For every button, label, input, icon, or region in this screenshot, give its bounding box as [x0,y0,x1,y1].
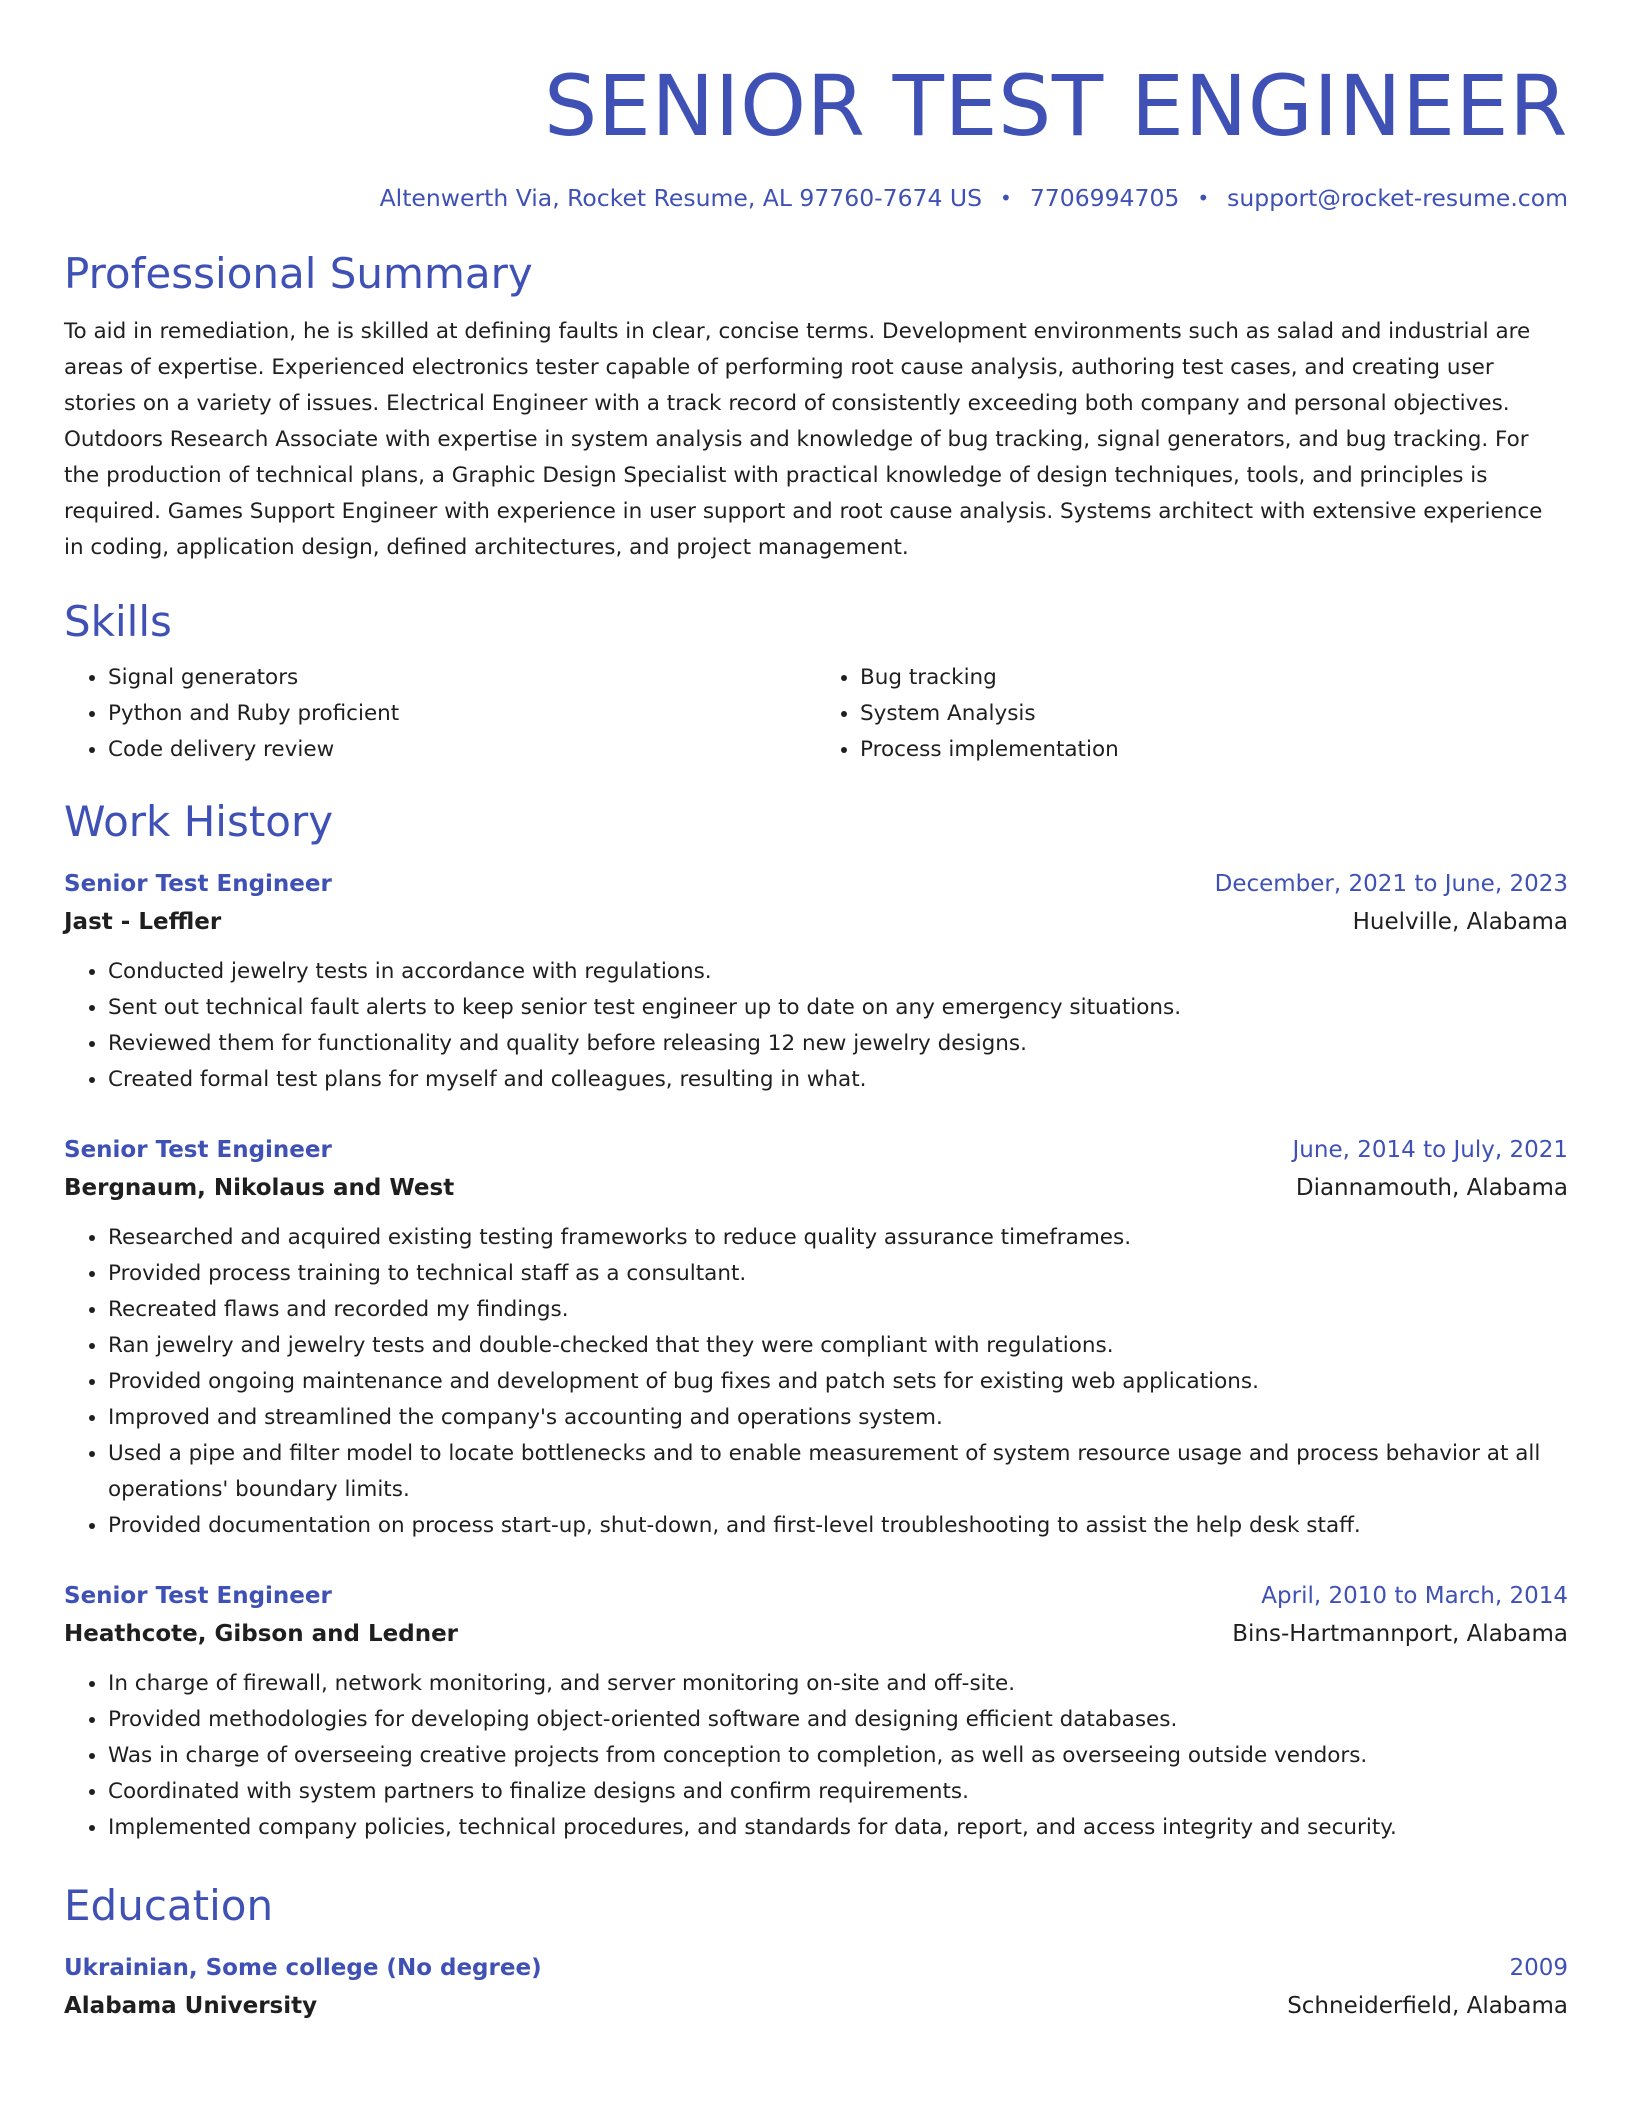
skills-heading: Skills [64,597,172,646]
job-bullet: • Used a pipe and filter model to locate bottlenecks and to enable measurement of system resource usage and process behavior at all operations' boundary limits. [108,1436,1568,1508]
job-bullet: • Implemented company policies, technical procedures, and standards for data, report, and access integrity and security. [108,1810,1568,1846]
contact-separator: • [1000,186,1012,210]
job-title: Senior Test Engineer [64,871,332,897]
work-history-heading: Work History [64,797,334,846]
job-bullet: • Coordinated with system partners to finalize designs and confirm requirements. [108,1774,1568,1810]
job-bullets [64,1666,1568,1846]
skills-list [64,660,1568,768]
skills-column-left [64,660,816,768]
job-bullet: • Ran jewelry and jewelry tests and double-checked that they were compliant with regulations. [108,1328,1568,1364]
education-school: Alabama University [64,1993,318,2019]
job-bullet: • In charge of firewall, network monitoring, and server monitoring on-site and off-site. [108,1666,1568,1702]
skill-item: • System Analysis [860,696,1568,732]
job-bullet: • Recreated flaws and recorded my findings. [108,1292,1568,1328]
job-entry [64,1132,1568,1544]
job-bullets [64,954,1568,1098]
skill-item: • Process implementation [860,732,1568,768]
job-dates: June, 2014 to July, 2021 [1292,1137,1568,1163]
job-bullet: • Provided documentation on process start-up, shut-down, and first-level troubleshooting to assist the help desk staff. [108,1508,1568,1544]
job-company: Heathcote, Gibson and Ledner [64,1621,459,1647]
contact-separator: • [1197,186,1210,210]
job-dates: December, 2021 to June, 2023 [1214,871,1568,897]
job-bullet: • Sent out technical fault alerts to keep senior test engineer up to date on any emergency situations. [108,990,1568,1026]
job-entry [64,866,1568,1098]
job-company: Jast - Leffler [64,909,222,935]
job-location: Huelville, Alabama [1352,909,1568,935]
job-location: Diannamouth, Alabama [1295,1175,1568,1201]
job-company: Bergnaum, Nikolaus and West [64,1175,455,1201]
job-dates: April, 2010 to March, 2014 [1261,1583,1568,1609]
skill-item: • Bug tracking [860,660,1568,696]
job-entry [64,1578,1568,1846]
education-location: Schneiderfield, Alabama [1287,1993,1568,2019]
job-bullet: • Provided process training to technical staff as a consultant. [108,1256,1568,1292]
job-bullet: • Researched and acquired existing testing frameworks to reduce quality assurance timeframes. [108,1220,1568,1256]
contact-address: Altenwerth Via, Rocket Resume, AL 97760-7674 US [379,184,983,212]
summary-text: To aid in remediation, he is skilled at defining faults in clear, concise terms. Development environments such as salad and industrial are areas of expertise. Experienced electronics tester capable of performing root cause analysis, authoring test cases, and creating user stories on a variety of issues. Electrical Engineer with a track record of consistently exceeding both company and personal objectives. Outdoors Research Associate with expertise in system analysis and knowledge of bug tracking, signal generators, and bug tracking. For the production of technical plans, a Graphic Design Specialist with practical knowledge of design techniques, tools, and principles is required. Games Support Engineer with experience in user support and root cause analysis. Systems architect with extensive experience in coding, application design, defined architectures, and project management. [64,319,1543,560]
education-entry [64,1950,1568,2026]
job-bullet: • Improved and streamlined the company's accounting and operations system. [108,1400,1568,1436]
job-bullet: • Provided ongoing maintenance and development of bug fixes and patch sets for existing web applications. [108,1364,1568,1400]
job-location: Bins-Hartmannport, Alabama [1232,1621,1568,1647]
resume-header [64,54,1568,212]
education-heading: Education [64,1881,274,1930]
contact-email[interactable]: support@rocket-resume.com [1227,184,1568,212]
skill-item: • Signal generators [108,660,816,696]
job-bullet: • Created formal test plans for myself and colleagues, resulting in what. [108,1062,1568,1098]
contact-phone: 7706994705 [1029,184,1180,212]
contact-line [64,184,1568,212]
job-bullet: • Conducted jewelry tests in accordance with regulations. [108,954,1568,990]
job-bullets [64,1220,1568,1544]
resume-name: SENIOR TEST ENGINEER [543,57,1568,155]
job-title: Senior Test Engineer [64,1137,332,1163]
job-bullet: • Reviewed them for functionality and quality before releasing 12 new jewelry designs. [108,1026,1568,1062]
job-title: Senior Test Engineer [64,1583,332,1609]
skills-column-right [816,660,1568,768]
education-degree: Ukrainian, Some college (No degree) [64,1955,542,1981]
job-bullet: • Was in charge of overseeing creative projects from conception to completion, as well as overseeing outside vendors. [108,1738,1568,1774]
skill-item: • Code delivery review [108,732,816,768]
job-bullet: • Provided methodologies for developing object-oriented software and designing efficient databases. [108,1702,1568,1738]
skill-item: • Python and Ruby proficient [108,696,816,732]
education-year: 2009 [1509,1955,1568,1981]
summary-heading: Professional Summary [64,249,533,298]
